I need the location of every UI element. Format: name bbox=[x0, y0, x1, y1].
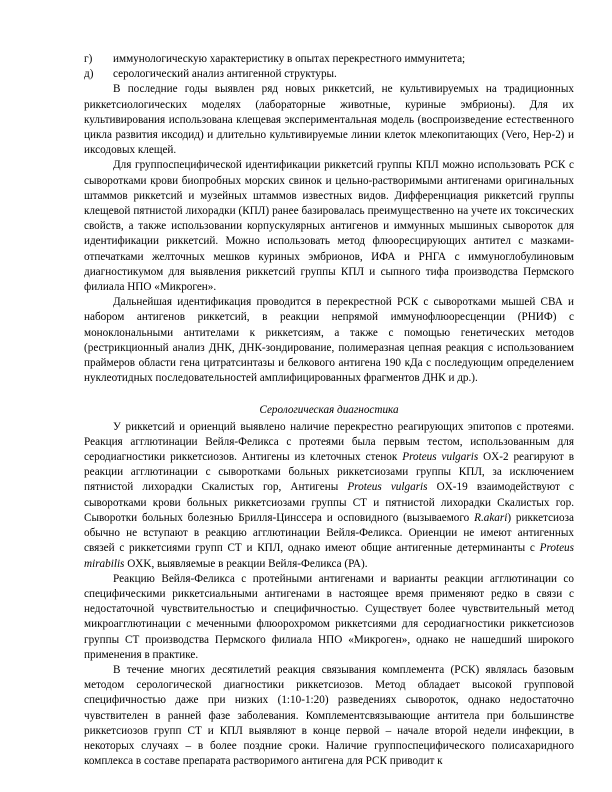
list-item bbox=[84, 67, 574, 82]
species-name: Proteus vulgaris bbox=[402, 451, 479, 464]
text-run: ) риккетсиоза обычно не вступают в реакцию агглютинации Вейля-Феликса. Ориенции не имеют антигенных связей с риккетсиями групп СТ и КПЛ, однако имеют общие антигенные детерминанты с bbox=[84, 511, 574, 555]
paragraph-group-identification: Для группоспецифической идентификации риккетсий группы КПЛ можно использовать РСК с сыворотками крови биопробных морских свинок и цельно-растворимыми антигенами оригинальных штаммов риккетсий и музейных штаммов известных видов. Дифференциация риккетсий группы клещевой пятнистой лихорадки (КПЛ) ранее базировалась преимущественно на учете их токсических свойств, а также использовании корпускулярных антигенов и иммунных мышиных сывороток для идентификации риккетсий. Можно использовать метод флюоресцирующих антител с мазками-отпечатками желточных мешков куриных эмбрионов, ИФА и РНГА с иммуноглобулиновым диагностикумом для выявления риккетсий группы КПЛ и сыпного тифа производства Пермского филиала НПО «Микроген». bbox=[84, 159, 574, 294]
species-name: Proteus mirabilis bbox=[84, 542, 574, 570]
list-item bbox=[84, 52, 574, 67]
section-heading: Серологическая диагностика bbox=[259, 404, 399, 417]
text-run: У риккетсий и ориенций выявлено наличие перекрестно реагирующих эпитопов с протеями. Реакция агглютинации Вейля-Феликса с протеями была первым тестом, использованным для серодиагностики риккетсиозов. Антигены из клеточных стенок bbox=[84, 420, 574, 464]
paragraph-agglutination: Реакцию Вейля-Феликса с протейными антигенами и варианты реакции агглютинации со специфическими риккетсиальными антигенами в настоящее время применяют редко в связи с недостаточной чувствительностью и специфичностью. Существует более чувствительный метод микроагглютинации с меченными флюорохромом риккетсиями для серодиагностики риккетсиозов группы СТ производства Пермского филиала НПО «Микроген», однако не нашедший широкого применения в практике. bbox=[84, 572, 574, 661]
list-marker: г) bbox=[84, 53, 93, 65]
paragraph-complement-fixation: В течение многих десятилетий реакция связывания комплемента (РСК) являлась базовым методом серологической диагностики риккетсиозов. Метод обладает высокой групповой специфичностью даже при низких (1:10-1:20) разведениях сывороток, однако недостаточно чувствителен в ранней фазе заболевания. Комплементсвязывающие антитела при большинстве риккетсиозов групп СТ и КПЛ выявляют в конце первой – начале второй недели инфекции, в некоторых случаях – в более поздние сроки. Наличие группоспецифического полисахаридного комплекса в составе препарата растворимого антигена для РСК приводит к bbox=[84, 663, 574, 768]
species-name: Proteus vulgaris bbox=[347, 481, 428, 494]
text-run: OXK, выявляемые в реакции Вейля-Феликса (РА). bbox=[124, 557, 368, 570]
text-run: OX-19 взаимодействуют с сыворотками крови больных риккетсиозами группы СТ и пятнистой лихорадки Скалистых гор. Сыворотки больных болезнью Брилля-Цинссера и осповидного (вызываемого bbox=[84, 481, 575, 524]
list-item-text: иммунологическую характеристику в опытах перекрестного иммунитета; bbox=[113, 53, 466, 65]
species-name: R.akari bbox=[474, 511, 508, 524]
list-item-text: серологический анализ антигенной структуры. bbox=[113, 68, 337, 81]
document-page bbox=[84, 52, 574, 769]
paragraph-new-rickettsiae: В последние годы выявлен ряд новых риккетсий, не культивируемых на традиционных риккетсиологических моделях (лабораторные животные, куриные эмбрионы). Для их культивирования использована клещевая экспериментальная модель (воспроизведение естественного цикла развития иксодид) и длительно культивируемые линии клеток млекопитающих (Vero, Hep-2) и иксодовых клещей. bbox=[84, 83, 574, 157]
text-run: OX-2 реагируют в реакции агглютинации с сыворотками больных риккетсиозами группы КПЛ, за исключением пятнистой лихорадки Скалистых гор, Антигены bbox=[84, 451, 575, 494]
paragraph-further-identification: Дальнейшая идентификация проводится в перекрестной РСК с сыворотками мышей СВА и набором антигенов риккетсий, в реакции непрямой иммунофлюоресценции (РНИФ) с моноклональными антителами к риккетсиям, а также с помощью генетических методов (рестрикционный анализ ДНК, ДНК-зондирование, полимеразная цепная реакция с использованием праймеров области гена цитратсинтазы и белкового антигена 190 кДа с последующим определением нуклеотидных последовательностей амплифицированных фрагментов ДНК и др.). bbox=[84, 296, 574, 385]
paragraph-weil-felix bbox=[84, 420, 574, 572]
list-marker: д) bbox=[84, 68, 94, 81]
